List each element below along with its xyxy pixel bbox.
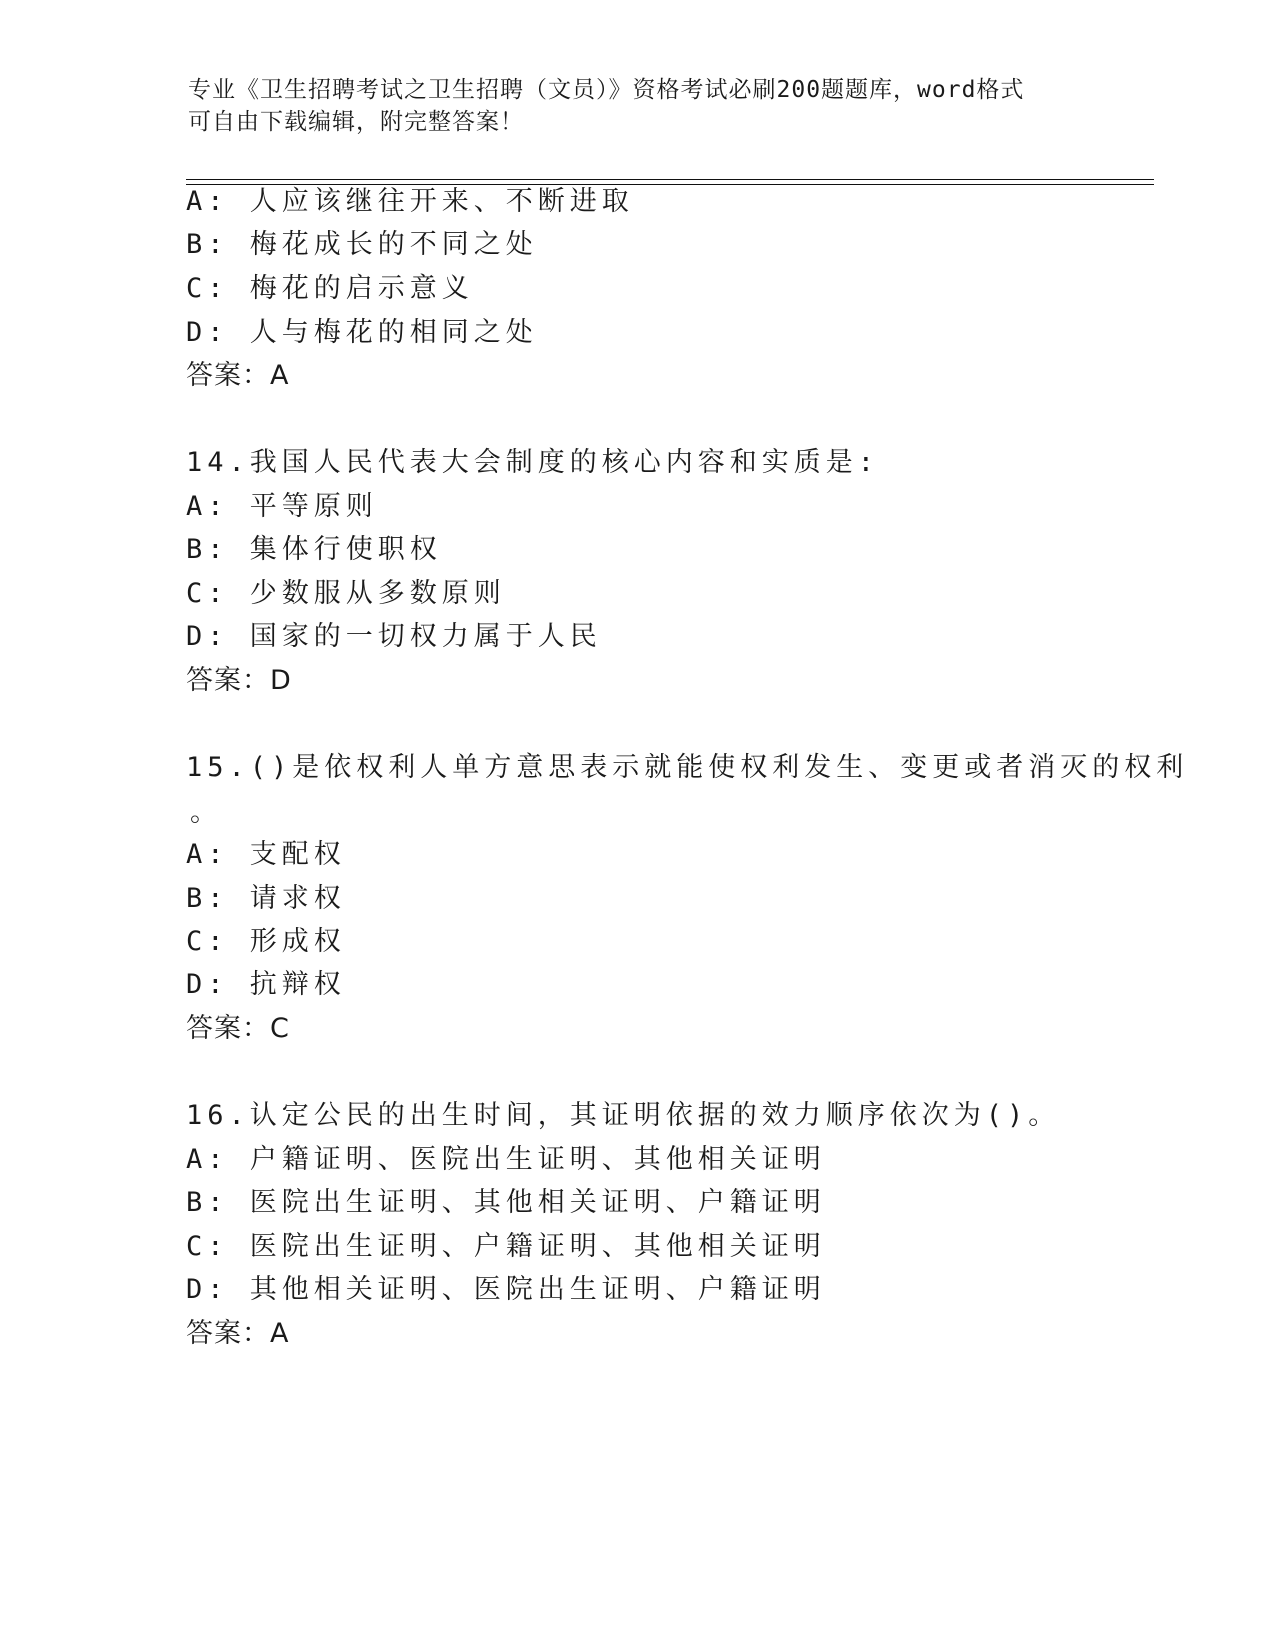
- q15-question-end: 。: [190, 797, 217, 828]
- q16-question: 16.认定公民的出生时间，其证明依据的效力顺序依次为()。: [186, 1100, 1061, 1131]
- q13-answer: 答案：A: [186, 360, 290, 391]
- q15-option-d: D: 抗辩权: [186, 969, 346, 1000]
- q13-option-b: B: 梅花成长的不同之处: [186, 229, 538, 260]
- q16-answer: 答案：A: [186, 1318, 290, 1349]
- q14-option-c: C: 少数服从多数原则: [186, 578, 506, 609]
- q15-option-c: C: 形成权: [186, 926, 346, 957]
- q14-option-a: A: 平等原则: [186, 491, 378, 522]
- q16-option-a: A: 户籍证明、医院出生证明、其他相关证明: [186, 1144, 826, 1175]
- q14-question: 14.我国人民代表大会制度的核心内容和实质是:: [186, 447, 880, 478]
- header-title-line-1: 专业《卫生招聘考试之卫生招聘（文员）》资格考试必刷200题题库，word格式: [188, 77, 1025, 103]
- q16-option-d: D: 其他相关证明、医院出生证明、户籍证明: [186, 1274, 826, 1305]
- q15-answer: 答案：C: [186, 1013, 290, 1044]
- q14-option-d: D: 国家的一切权力属于人民: [186, 621, 602, 652]
- header-divider-top: [186, 179, 1154, 180]
- q13-option-d: D: 人与梅花的相同之处: [186, 317, 538, 348]
- q16-option-c: C: 医院出生证明、户籍证明、其他相关证明: [186, 1231, 826, 1262]
- q14-answer: 答案：D: [186, 665, 292, 696]
- header-title-line-2: 可自由下载编辑，附完整答案！: [188, 109, 524, 135]
- q13-option-a: A: 人应该继往开来、不断进取: [186, 186, 634, 217]
- q15-question: 15.()是依权利人单方意思表示就能使权利发生、变更或者消灭的权利: [186, 752, 1189, 783]
- q16-option-b: B: 医院出生证明、其他相关证明、户籍证明: [186, 1187, 826, 1218]
- q13-option-c: C: 梅花的启示意义: [186, 273, 474, 304]
- q14-option-b: B: 集体行使职权: [186, 534, 442, 565]
- q15-option-b: B: 请求权: [186, 883, 346, 914]
- q15-option-a: A: 支配权: [186, 839, 346, 870]
- document-header: [188, 74, 1088, 138]
